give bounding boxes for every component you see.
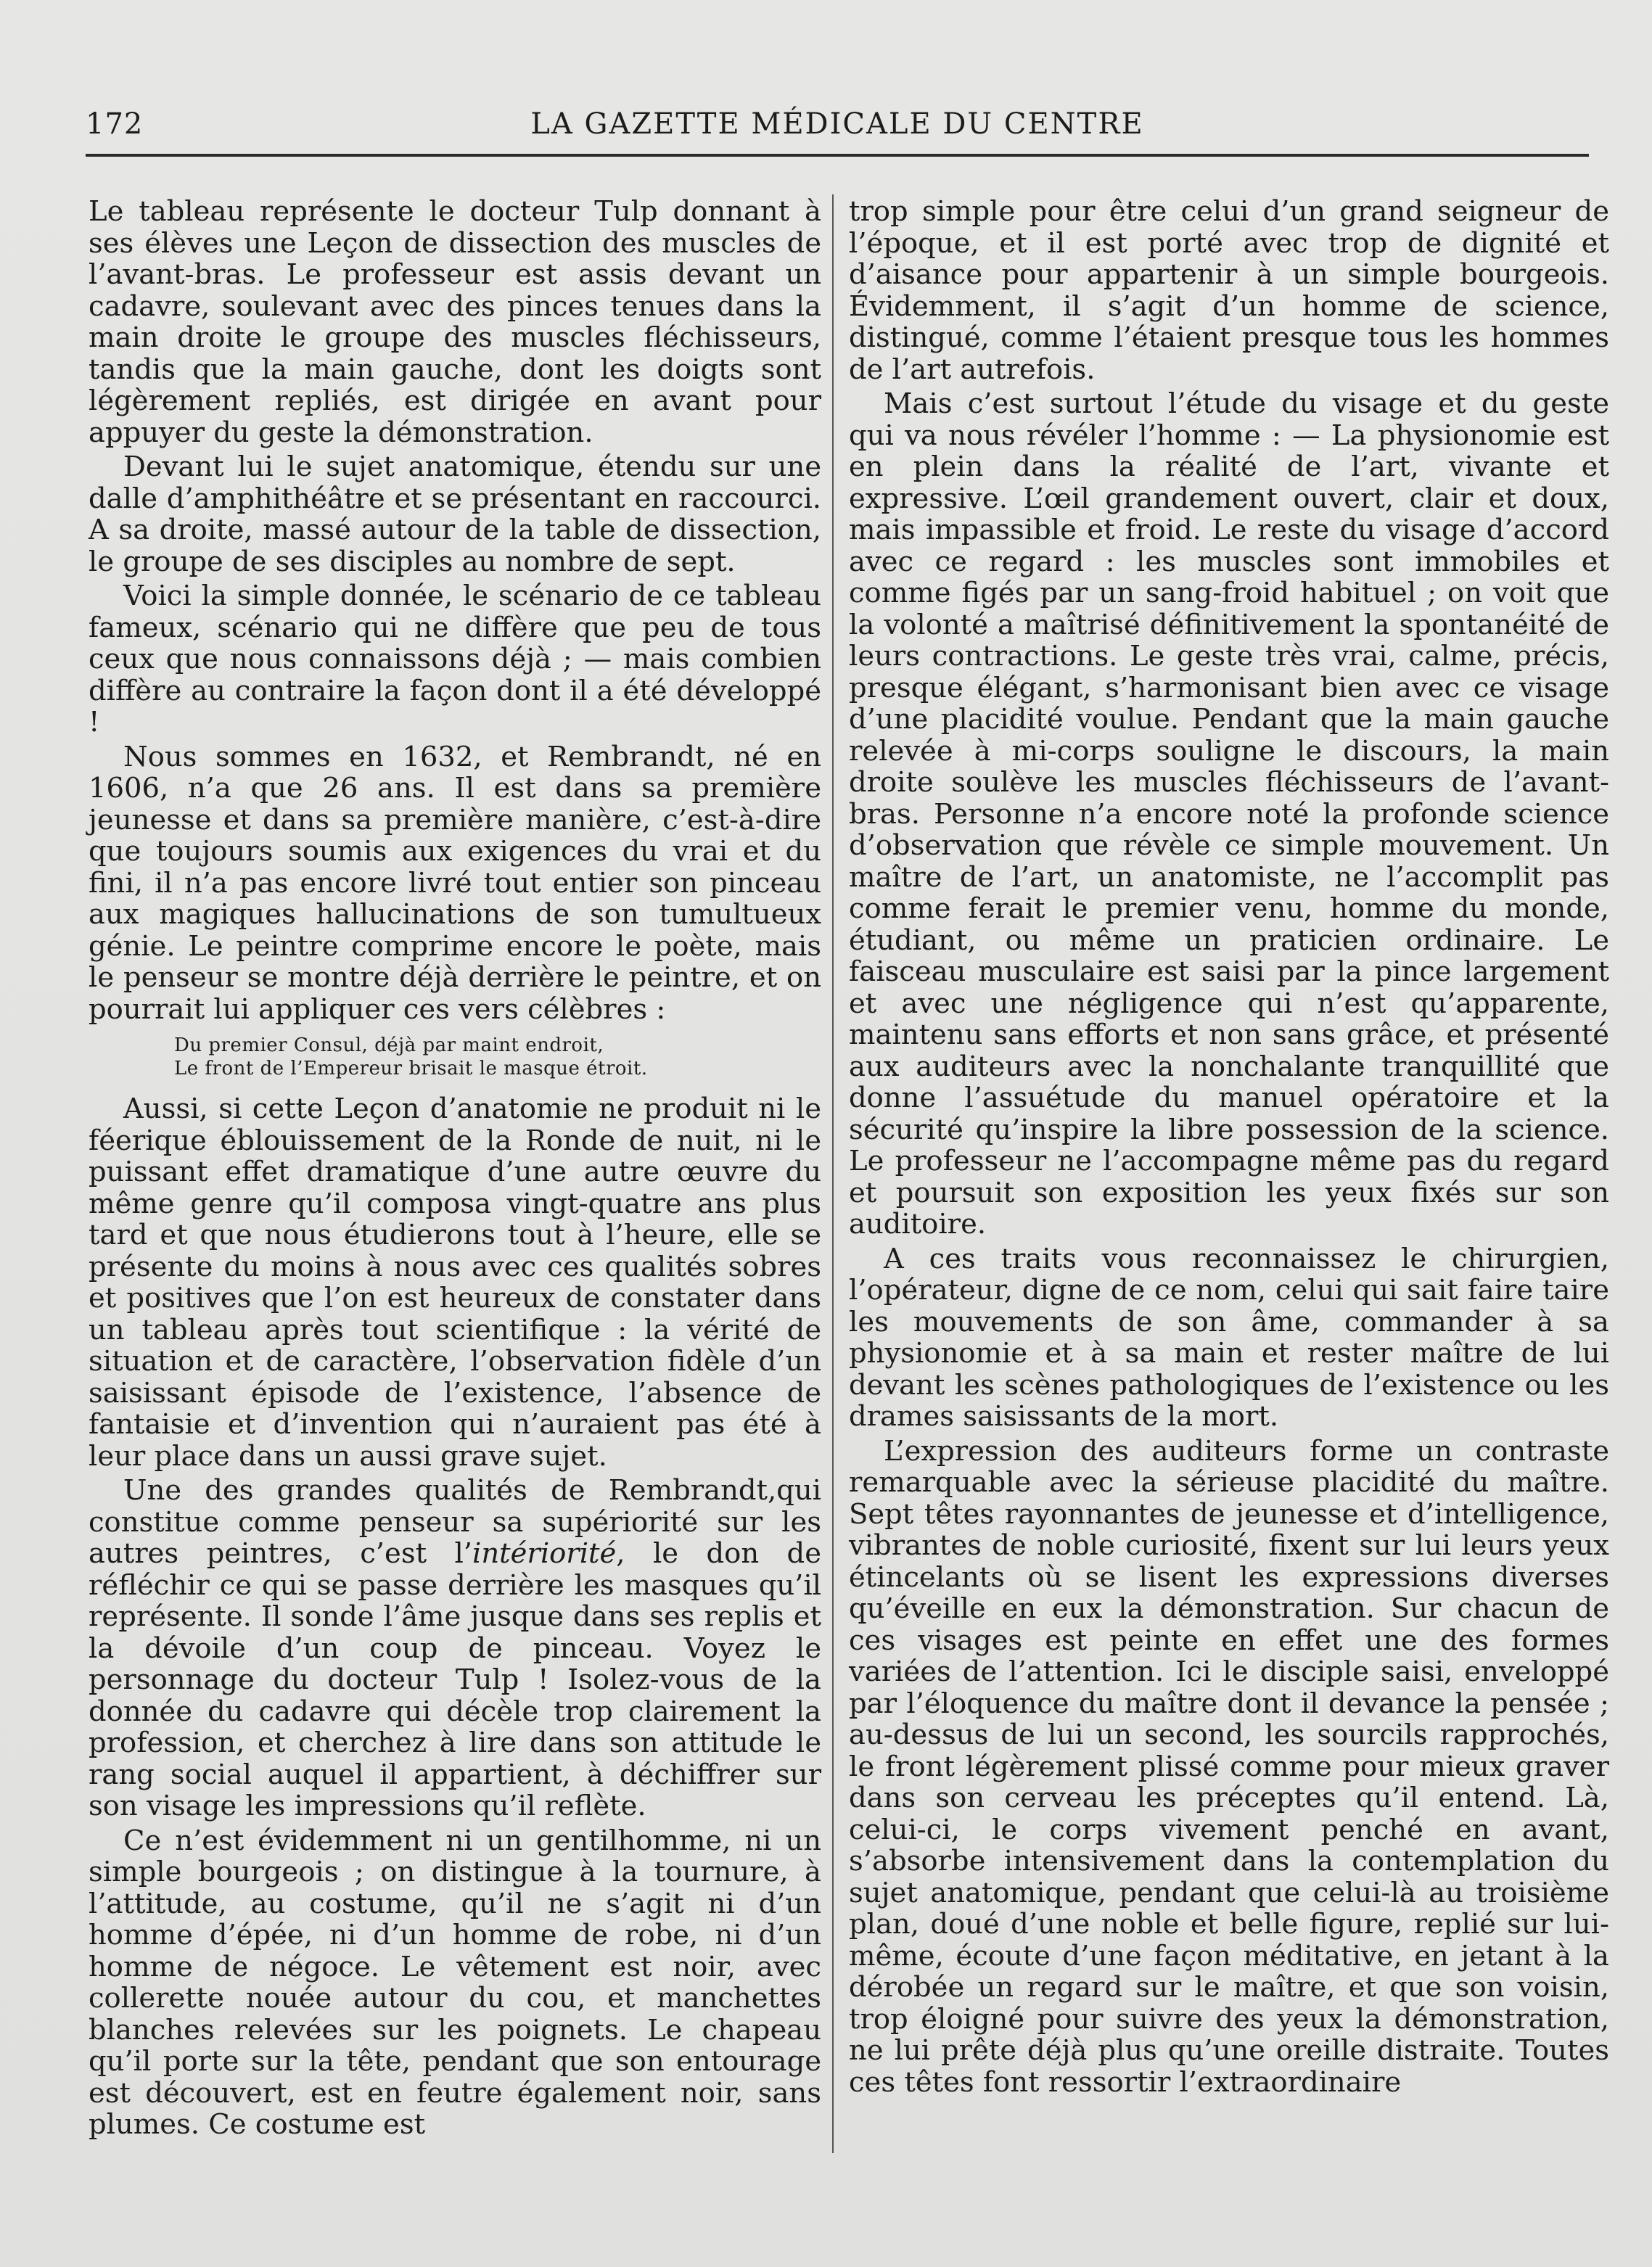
emphasis-term: intériorité <box>472 1537 617 1570</box>
paragraph: trop simple pour être celui d’un grand seigneur de l’époque, et il est porté avec trop de dignité et d’aisance pour appartenir à un simple bourgeois. Évidemment, il s’agit d’un homme de science, distingué, comme l’étaient presque tous les hommes de l’art autrefois. <box>849 195 1609 386</box>
right-column <box>849 196 1609 2101</box>
paragraph <box>89 1475 821 1822</box>
header-rule <box>86 154 1589 157</box>
paragraph: Le tableau représente le docteur Tulp donnant à ses élèves une Leçon de dissection des muscles de l’avant-bras. Le professeur est assis devant un cadavre, soulevant avec des pinces tenues dans la main droite le groupe des muscles fléchisseurs, tandis que la main gauche, dont les doigts sont légèrement repliés, est dirigée en avant pour appuyer du geste la démonstration. <box>89 195 821 449</box>
paragraph-text: , le don de réfléchir ce qui se passe derrière les masques qu’il représente. Il sonde l’âme jusque dans ses replis et la dévoile d’un coup de pinceau. Voyez le personnage du docteur Tulp ! Isolez-vous de la donnée du cadavre qui décèle trop clairement la profession, et cherchez à lire dans son attitude le rang social auquel il appartient, à déchiffrer sur son visage les impressions qu’il reflète. <box>89 1537 821 1822</box>
paragraph-text: Une des grandes qualités de Rembrandt,qui constitue comme penseur sa supériorité sur les autres peintres, c’est l’ <box>89 1474 821 1570</box>
paragraph: Nous sommes en 1632, et Rembrandt, né en 1606, n’a que 26 ans. Il est dans sa première jeunesse et dans sa première manière, c’est-à-dire que toujours soumis aux exigences du vrai et du fini, il n’a pas encore livré tout entier son pinceau aux magiques hallucinations de son tumultueux génie. Le peintre comprime encore le poète, mais le penseur se montre déjà derrière le peintre, et on pourrait lui appliquer ces vers célèbres : <box>89 740 821 1026</box>
page-header <box>86 107 1589 151</box>
verse-line: Le front de l’Empereur brisait le masque étroit. <box>174 1058 648 1079</box>
paragraph: Aussi, si cette Leçon d’anatomie ne produit ni le féerique éblouissement de la Ronde de nuit, ni le puissant effet dramatique d’une autre œuvre du même genre qu’il composa vingt-quatre ans plus tard et que nous étudierons tout à l’heure, elle se présente du moins à nous avec ces qualités sobres et positives que l’on est heureux de constater dans un tableau après tout scientifique : la vérité de situation et de caractère, l’observation fidèle d’un saisissant épisode de l’existence, l’absence de fantaisie et d’invention qui n’auraient pas été à leur place dans un aussi grave sujet. <box>89 1093 821 1473</box>
verse-line: Du premier Consul, déjà par maint endroit, <box>174 1034 604 1056</box>
journal-title: LA GAZETTE MÉDICALE DU CENTRE <box>530 107 1144 141</box>
paragraph: Devant lui le sujet anatomique, étendu sur une dalle d’amphithéâtre et se présentant en raccourci. A sa droite, massé autour de la table de dissection, le groupe de ses disciples au nombre de sept. <box>89 450 821 578</box>
paragraph: Ce n’est évidemment ni un gentilhomme, ni un simple bourgeois ; on distingue à la tournure, à l’attitude, au costume, qu’il ne s’agit ni d’un homme d’épée, ni d’un homme de robe, ni d’un homme de négoce. Le vêtement est noir, avec collerette nouée autour du cou, et manchettes blanches relevées sur les poignets. Le chapeau qu’il porte sur la tête, pendant que son entourage est découvert, est en feutre également noir, sans plumes. Ce costume est <box>89 1824 821 2141</box>
paragraph: Mais c’est surtout l’étude du visage et du geste qui va nous révéler l’homme : — La physionomie est en plein dans la réalité de l’art, vivante et expressive. L’œil grandement ouvert, clair et doux, mais impassible et froid. Le reste du visage d’accord avec ce regard : les muscles sont immobiles et comme figés par un sang-froid habituel ; on voit que la volonté a maîtrisé définitivement la spontanéité de leurs contractions. Le geste très vrai, calme, précis, presque élégant, s’harmonisant bien avec ce visage d’une placidité voulue. Pendant que la main gauche relevée à mi-corps souligne le discours, la main droite soulève les muscles fléchisseurs de l’avant-bras. Personne n’a encore noté la profonde science d’observation que révèle ce simple mouvement. Un maître de l’art, un anatomiste, ne l’accomplit pas comme ferait le premier venu, homme du monde, étudiant, ou même un praticien ordinaire. Le faisceau musculaire est saisi par la pince largement et avec une négligence qui n’est qu’apparente, maintenu sans efforts et non sans grâce, et présenté aux auditeurs avec la nonchalante tranquillité que donne l’assuétude du manuel opératoire et la sécurité qu’inspire la libre possession de la science. Le professeur ne l’accompagne même pas du regard et poursuit son exposition les yeux fixés sur son auditoire. <box>849 387 1609 1241</box>
paragraph: A ces traits vous reconnaissez le chirurgien, l’opérateur, digne de ce nom, celui qui sait faire taire les mouvements de son âme, commander à sa physionomie et à sa main et rester maître de lui devant les scènes pathologiques de l’existence ou les drames saisissants de la mort. <box>849 1242 1609 1433</box>
left-column <box>89 196 821 2144</box>
page-number: 172 <box>86 107 144 141</box>
paragraph: Voici la simple donnée, le scénario de ce tableau fameux, scénario qui ne diffère que peu de tous ceux que nous connaissons déjà ; — mais combien diffère au contraire la façon dont il a été développé ! <box>89 580 821 738</box>
column-divider <box>832 194 834 2153</box>
paragraph: L’expression des auditeurs forme un contraste remarquable avec la sérieuse placidité du maître. Sept têtes rayonnantes de jeunesse et d’intelligence, vibrantes de noble curiosité, fixent sur lui leurs yeux étincelants où se lisent les expressions diverses qu’éveille en eux la démonstration. Sur chacun de ces visages est peinte en effet une des formes variées de l’attention. Ici le disciple saisi, enveloppé par l’éloquence du maître dont il devance la pensée ; au-dessus de lui un second, les sourcils rapprochés, le front légèrement plissé comme pour mieux graver dans son cerveau les préceptes qu’il entend. Là, celui-ci, le corps vivement penché en avant, s’absorbe intensivement dans la contemplation du sujet anatomique, pendant que celui-là au troisième plan, doué d’une noble et belle figure, replié sur lui-même, écoute d’une façon méditative, en jetant à la dérobée un regard sur le maître, et que son voisin, trop éloigné pour suivre des yeux la démonstration, ne lui prête déjà plus qu’une oreille distraite. Toutes ces têtes font ressortir l’extraordinaire <box>849 1434 1609 2099</box>
verse-quote <box>89 1034 821 1080</box>
